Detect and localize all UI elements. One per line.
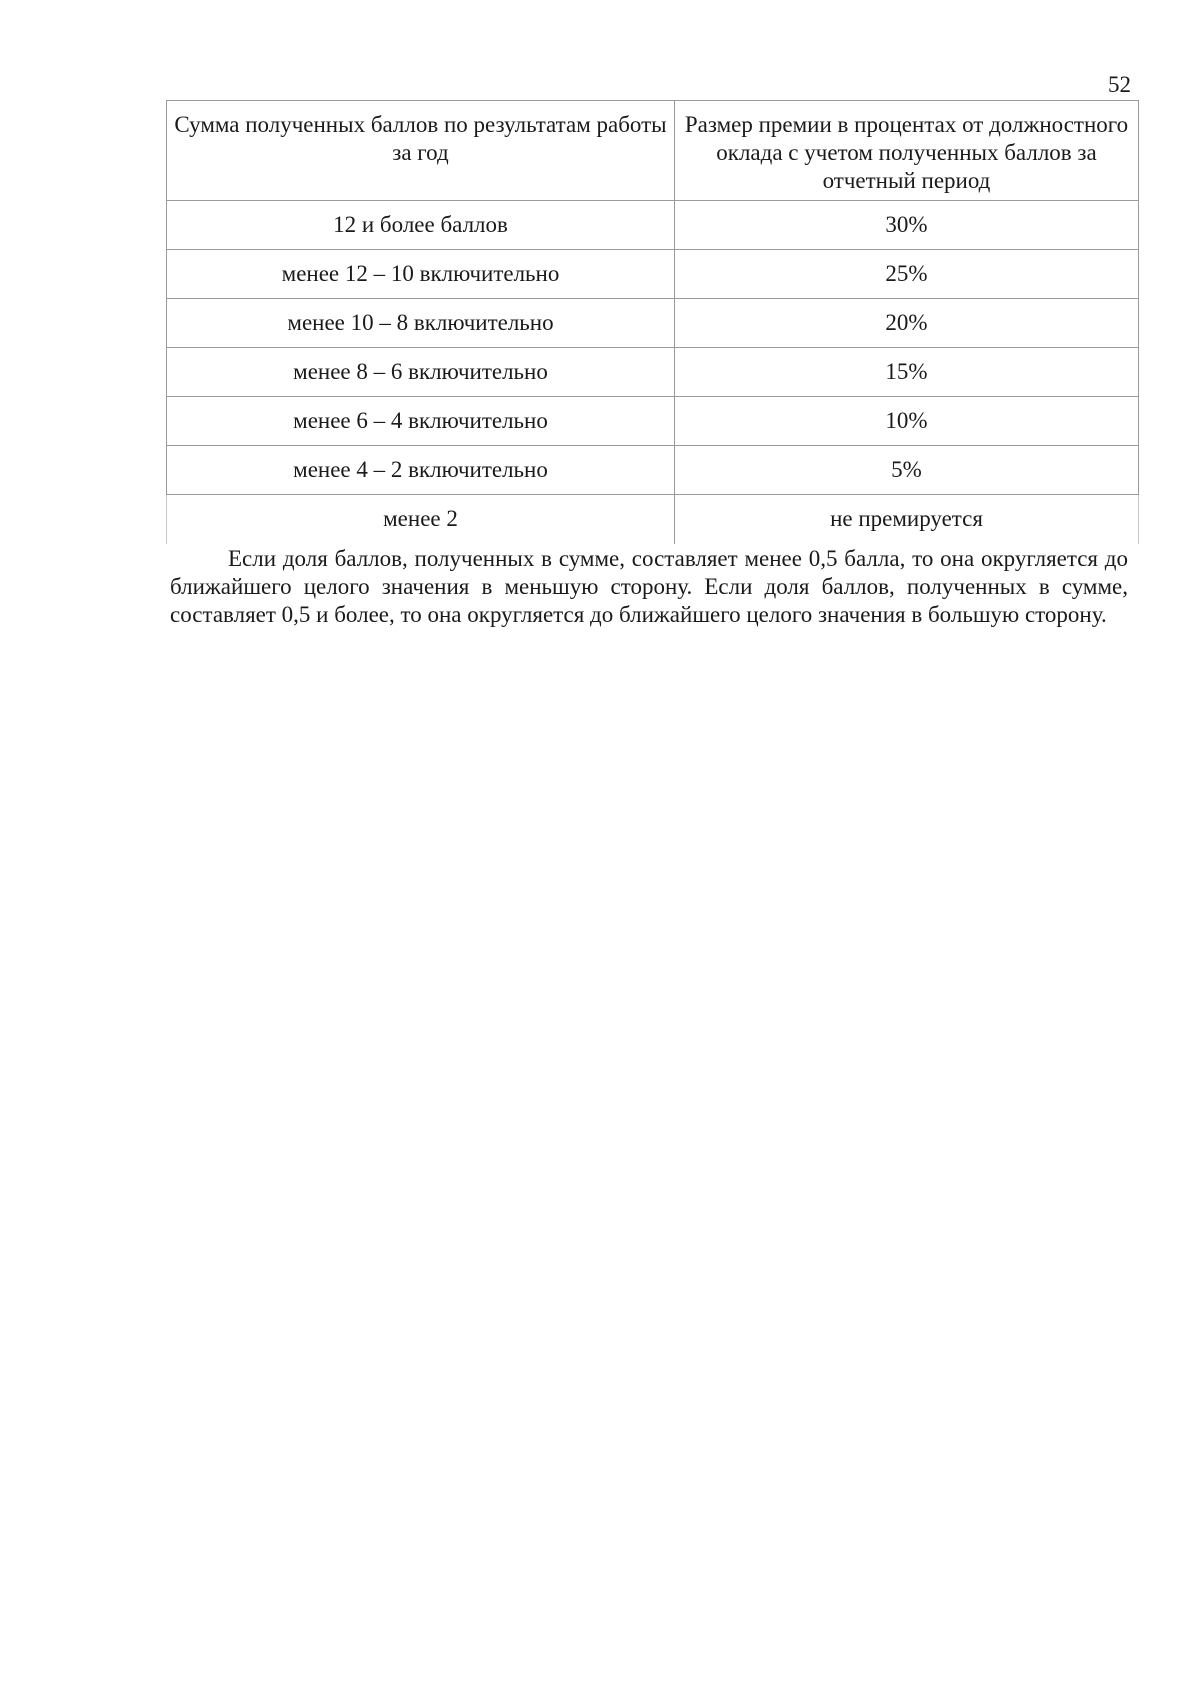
points-cell: 12 и более баллов xyxy=(167,201,675,250)
table-row xyxy=(167,348,1139,397)
bonus-cell: 5% xyxy=(675,446,1139,495)
points-cell: менее 12 – 10 включительно xyxy=(167,250,675,299)
page-number: 52 xyxy=(1108,72,1131,97)
table-row xyxy=(167,397,1139,446)
table-row xyxy=(167,446,1139,495)
points-cell: менее 10 – 8 включительно xyxy=(167,299,675,348)
points-cell: менее 2 xyxy=(167,495,675,544)
table-row xyxy=(167,201,1139,250)
bonus-table xyxy=(166,100,1139,544)
column-header-bonus: Размер премии в процентах от должностного оклада с учетом полученных баллов за отчетный период xyxy=(675,101,1139,201)
table-header-row xyxy=(167,101,1139,201)
bonus-cell: 30% xyxy=(675,201,1139,250)
points-cell: менее 8 – 6 включительно xyxy=(167,348,675,397)
table-row xyxy=(167,299,1139,348)
table-row xyxy=(167,250,1139,299)
rounding-note-paragraph: Если доля баллов, полученных в сумме, составляет менее 0,5 балла, то она округляется до ближайшего целого значения в меньшую сторону. Если доля баллов, полученных в сумме, составляет 0,5 и более, то она округляется до ближайшего целого значения в большую сторону. xyxy=(170,546,1128,627)
column-header-points: Сумма полученных баллов по результатам работы за год xyxy=(167,101,675,201)
bonus-cell: 15% xyxy=(675,348,1139,397)
bonus-cell: 25% xyxy=(675,250,1139,299)
bonus-cell: 20% xyxy=(675,299,1139,348)
points-cell: менее 4 – 2 включительно xyxy=(167,446,675,495)
bonus-cell: 10% xyxy=(675,397,1139,446)
points-cell: менее 6 – 4 включительно xyxy=(167,397,675,446)
table-row xyxy=(167,495,1139,544)
bonus-cell: не премируется xyxy=(675,495,1139,544)
